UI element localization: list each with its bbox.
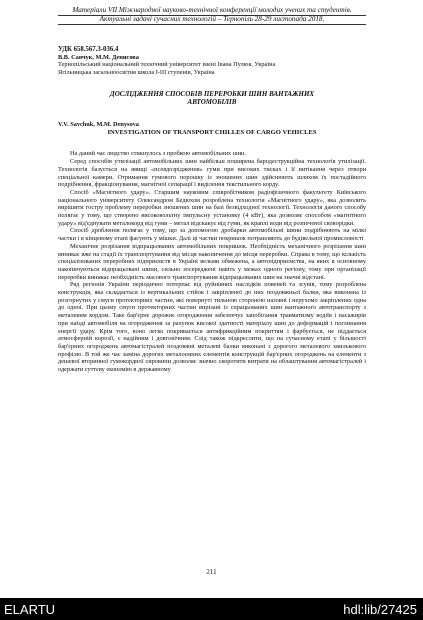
article-title-uk (58, 90, 366, 107)
paragraph: Спосіб дроблення полягає у тому, що за допомогою дробарки автомобільні шини подрібнюють на мілкі частки і в кінцевому етапі фасують у мішки. Далі ці частки покришок потрапляють до будівельної промисловості (58, 227, 366, 243)
udc-code: УДК 658.567.3-036.4 (58, 46, 119, 53)
affiliation-1: Тернопільський національний технічний університет імені Івана Пулюя, Україна (58, 61, 276, 69)
header-rule-top (58, 15, 366, 16)
paragraph: Спосіб «Магнітного удару». Старшим науковим співробітником радіофізичного факультету Київського національного університету Олександром Бедюхом розроблена технологія «Магнітного удару», яка дозволить вирішити гостру проблему переробки зношених шин на базі безвідходної технології. Технологія даного способу полягає у тому, що створено високовольтну імпульсну установку (4 кВт), яка дозволяє способом «магнітного удару» від'єднувати металокорд від гуми – метал відскакує від гуми, як краплі води від розпеченої сковорідки. (58, 188, 366, 227)
authors-en: V.V. Savchuk, M.M. Denysova (58, 121, 139, 128)
paragraph: На даний час людство стикнулось з пробкою автомобільних шин. (70, 150, 246, 158)
repository-footer-bar (0, 598, 423, 620)
article-title-en: INVESTIGATION OF TRANSPORT CHILLES OF CARGO VEHICLES (107, 128, 317, 136)
conference-header-line-1: Матеріали VІІ Міжнародної науково-технічної конференції молодих учених та студентів. (72, 6, 352, 14)
handle-identifier: hdl:lib/27425 (343, 602, 417, 617)
article-body (58, 150, 366, 373)
paragraph: Ряд регіонів України періодично потерпає від руйнівних наслідків повеней та зсувів, тому розроблена конструкція, яка складається із вертикальних стійок і закріпленої до них поздовжньої балки, яка виконана із розгорнутих у смуги протекторних частин, які повернуті тильною стороною назовні і нерухомо закріплених одна до одної. При цьому смуги протекторних частин вирізані із спрацьованих шин вантажного автотранспорту з металевим кордом. Таке бар'єрне дорожнє огородження забезпечує запобігання травматизму водіїв і пасажирів при наїзді автомобіля на огородження за рахунок високої здатності матеріалу шин до деформацій і поглинання енергії удару. Крім того, воно легко покривається антифрикційним покриттям і фарбується, не піддається атмосферній корозії, є надійним і довговічним. Слід також підкреслити, що на сучасному етапі у більшості бар'єрних огороджень автомагістралей поздовжні металеві балки виконані з дорогого металевого хвилькового профілю. В той же час заміна дорогих металоємних елементів конструкцій бар'єрних огороджень на елементи з дешевої вторинної гумокордної сировини дозволяє значно скоротити витрати на облаштування автомагістралей і одержати суттєву економію в державному (58, 281, 366, 374)
repository-name: ELARTU (4, 602, 56, 617)
authors-uk: В.В. Савчук, М.М. Денисова (58, 53, 139, 61)
header-rule-bottom (58, 24, 366, 25)
affiliation-2: Ягільницька загальноосвітня школа І-ІІІ ступенів, Україна (58, 69, 215, 77)
page-number: 211 (206, 568, 217, 576)
article-title-uk-line-1: ДОСЛІДЖЕННЯ СПОСОБІВ ПЕРЕРОБКИ ШИН ВАНТАЖНИХ (109, 89, 315, 98)
paragraph: Серед способів утилізації автомобільних шин найбільш поширена бародеструкційна технологія утилізації. Технологія базується на явищі «псевдозрідження» гуми при високих тисках і її витікання через отвори спеціальної камери. Отримання гумового порошку із зношених шин здійснюють шляхом їх постадійного подрібнення, фракціонування, магнітної сепарації і виділення текстильного корду. (58, 158, 366, 189)
article-content (58, 46, 366, 374)
paragraph: Механічне розрізання відпрацьованих автомобільних покришок. Необхідність механічного розрізання шин виникає вже на стадії їх транспортування від місця накопичення до місця переробки. Справа в тому, що кількість спеціалізованих переробних підприємств в Україні вельми обмежена, а автопідприємства, на яких в основному накопичуються відпрацьовані шини, сильно зосереджені навіть у межах одного регіону, тому при організації переробки виникає необхідність масового транспортування відпрацьованих шин на значні відстані. (58, 242, 366, 281)
conference-header-line-2: Актуальні задачі сучасних технологій – Тернопіль 28-29 листопада 2018. (99, 15, 325, 23)
article-title-uk-line-2: АВТОМОБІЛІВ (187, 98, 237, 107)
